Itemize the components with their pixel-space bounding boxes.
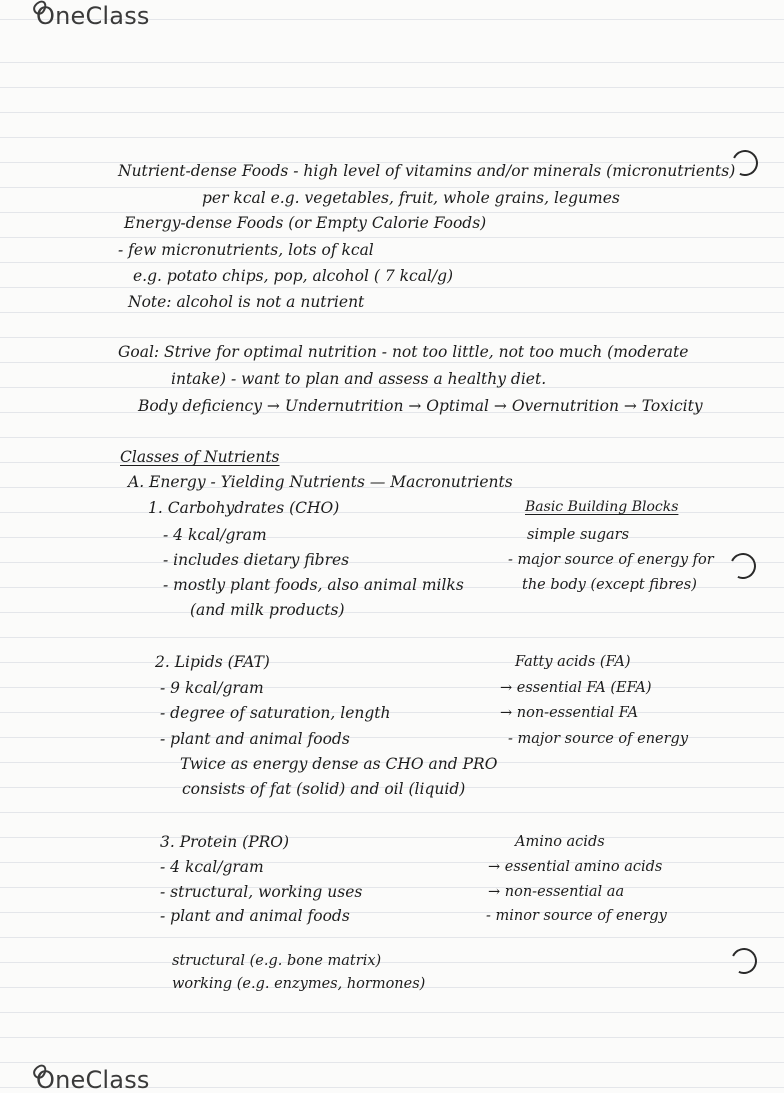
section-heading: Classes of Nutrients xyxy=(120,448,280,466)
note-line: per kcal e.g. vegetables, fruit, whole grains, legumes xyxy=(202,189,620,207)
note-line: Twice as energy dense as CHO and PRO xyxy=(180,755,498,773)
note-line: working (e.g. enzymes, hormones) xyxy=(172,976,426,992)
note-line: - plant and animal foods xyxy=(160,730,350,748)
note-line: 2. Lipids (FAT) xyxy=(155,653,270,671)
note-line: Fatty acids (FA) xyxy=(515,654,631,670)
note-line: - structural, working uses xyxy=(160,883,363,901)
logo-text: OneClass xyxy=(36,2,150,30)
note-line: → non-essential FA xyxy=(500,705,639,721)
note-line: consists of fat (solid) and oil (liquid) xyxy=(182,780,466,798)
note-line: → non-essential aa xyxy=(488,884,625,900)
note-line: Nutrient-dense Foods - high level of vitamins and/or minerals (micronutrients) xyxy=(118,162,736,180)
oneclass-logo-bottom xyxy=(26,1066,150,1094)
note-line: - minor source of energy xyxy=(486,908,667,924)
note-line: - few micronutrients, lots of kcal xyxy=(118,241,374,259)
note-line: simple sugars xyxy=(527,527,630,543)
note-line: Note: alcohol is not a nutrient xyxy=(128,293,365,311)
note-line: - mostly plant foods, also animal milks xyxy=(163,576,464,594)
note-line: Energy-dense Foods (or Empty Calorie Foods) xyxy=(124,214,487,232)
note-line: - major source of energy for xyxy=(508,552,714,568)
note-line: - degree of saturation, length xyxy=(160,704,391,722)
note-line: e.g. potato chips, pop, alcohol ( 7 kcal/g) xyxy=(133,267,454,285)
logo-text: OneClass xyxy=(36,1066,150,1094)
column-heading: Basic Building Blocks xyxy=(525,499,679,515)
note-line: → essential amino acids xyxy=(488,859,663,875)
note-line: - 9 kcal/gram xyxy=(160,679,264,697)
note-line: - 4 kcal/gram xyxy=(163,526,267,544)
oneclass-logo-top xyxy=(26,2,150,30)
note-line: 1. Carbohydrates (CHO) xyxy=(148,499,340,517)
note-line: (and milk products) xyxy=(190,601,345,619)
note-line: Body deficiency → Undernutrition → Optimal → Overnutrition → Toxicity xyxy=(138,397,703,415)
note-line: structural (e.g. bone matrix) xyxy=(172,953,382,969)
note-line: the body (except fibres) xyxy=(522,577,697,593)
note-line: 3. Protein (PRO) xyxy=(160,833,290,851)
note-line: intake) - want to plan and assess a healthy diet. xyxy=(171,370,547,388)
note-line: - plant and animal foods xyxy=(160,907,350,925)
note-line: → essential FA (EFA) xyxy=(500,680,652,696)
note-line: Amino acids xyxy=(515,834,605,850)
note-line: A. Energy - Yielding Nutrients — Macronutrients xyxy=(128,473,513,491)
note-line: Goal: Strive for optimal nutrition - not too little, not too much (moderate xyxy=(118,343,689,361)
note-line: - 4 kcal/gram xyxy=(160,858,264,876)
note-line: - includes dietary fibres xyxy=(163,551,350,569)
note-line: - major source of energy xyxy=(508,731,689,747)
